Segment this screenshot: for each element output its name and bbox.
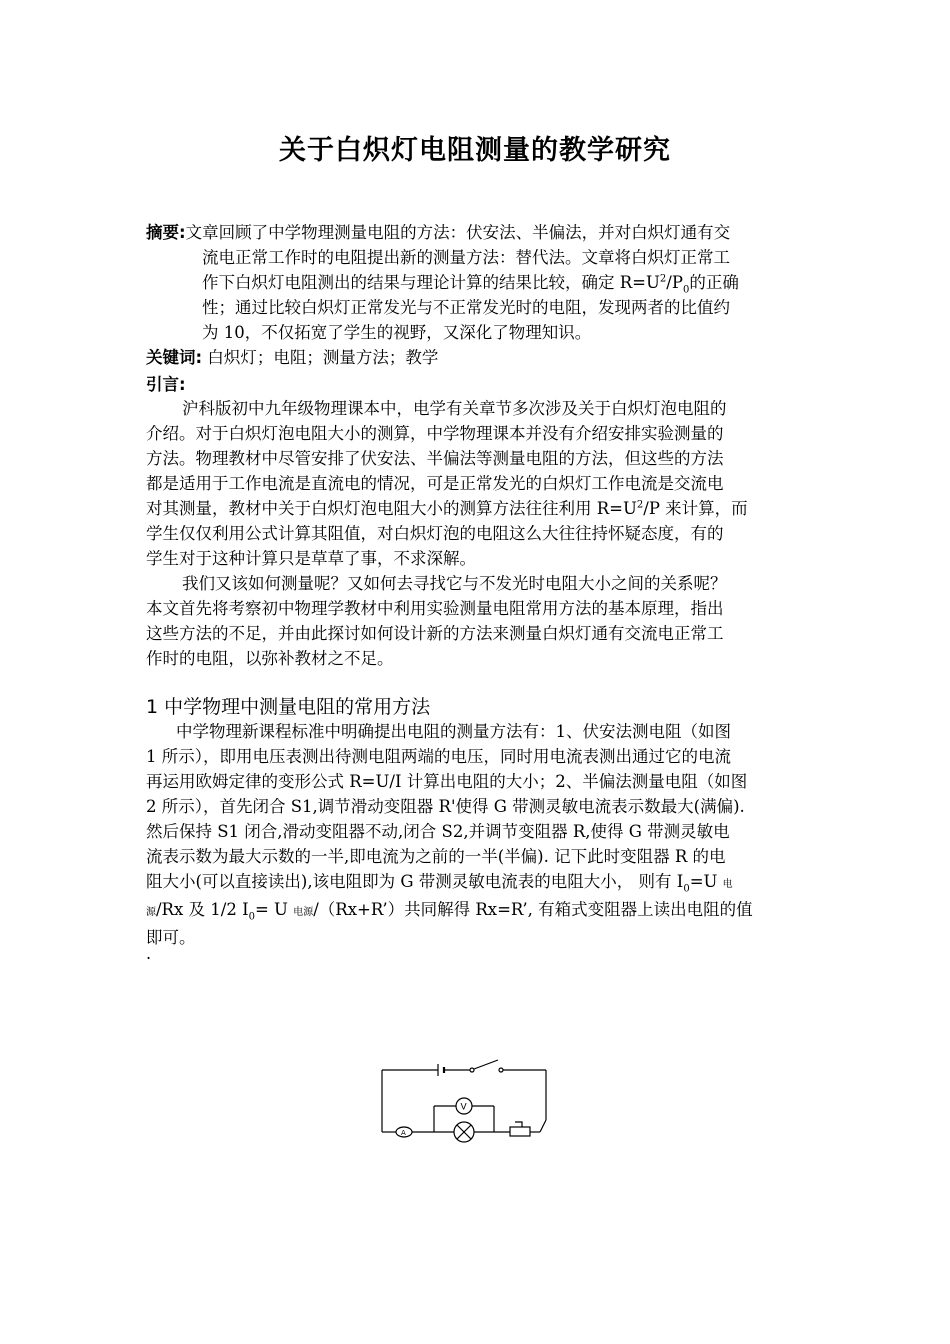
keywords-label: 关键词: [146, 348, 203, 367]
abstract-line-3: 作下白炽灯电阻测出的结果与理论计算的结果比较，确定 R=U [202, 273, 660, 292]
intro-paragraph-1: 沪科版初中九年级物理课本中，电学有关章节多次涉及关于白炽灯泡电阻的 介绍。对于白炽灯泡电阻大小的测算，中学物理课本并没有介绍安排实验测量的 方法。物理教材中尽管安排了伏安法、半偏法等测量电阻的方法，但这些的方法 都是适用于工作电流是直流电的情况，可是正常发光的白炽灯工作电流是交流电 对其测量，教材中关于白炽灯泡电阻大小的测算方法往往利用 $R=U^2/P$ 来计算，而 学生仅仅利用公式计算其阻值，对白炽灯泡的电阻这么大往往持怀疑态度，有的 学生对于这种计算只是草草了事，不求深解。 [146, 399, 748, 568]
voltmeter-label: V [460, 1102, 467, 1113]
circuit-diagram [370, 1048, 560, 1148]
wire-corner [540, 1120, 546, 1132]
abstract: 摘要:文章回顾了中学物理测量电阻的方法：伏安法、半偏法，并对白炽灯通有交 流电正常工作时的电阻提出新的测量方法：替代法。文章将白炽灯正常工 作下白炽灯电阻测出的结果与理论计算的结果比较，确定 $R=U^2/P_0$的正确 性；通过比较白炽灯正常发光与不正常发光时的电阻，发现两者的比值约 为 10，不仅拓宽了学生的视野，又深化了物理知识。 [146, 220, 812, 345]
switch-contact-left [470, 1068, 474, 1072]
stray-dot: . [146, 944, 152, 963]
switch-contact-right [499, 1068, 503, 1072]
rheostat-icon [510, 1127, 530, 1136]
switch-lever [474, 1060, 498, 1069]
intro-label: 引言: [146, 375, 186, 394]
abstract-label: 摘要: [146, 223, 186, 242]
abstract-line-5: 为 10，不仅拓宽了学生的视野，又深化了物理知识。 [202, 323, 592, 342]
intro-paragraph-2: 我们又该如何测量呢？又如何去寻找它与不发光时电阻大小之间的关系呢？ 本文首先将考察初中物理学教材中利用实验测量电阻常用方法的基本原理，指出 这些方法的不足，并由此探讨如何设计新的方法来测量白炽灯通有交流电正常工 作时的电阻，以弥补教材之不足。 [146, 574, 727, 668]
keywords-text: 白炽灯；电阻；测量方法；教学 [207, 348, 439, 367]
keywords [146, 344, 438, 368]
abstract-line-1: 文章回顾了中学物理测量电阻的方法：伏安法、半偏法，并对白炽灯通有交 [185, 223, 731, 242]
section-1-heading: 1 中学物理中测量电阻的常用方法 [146, 696, 431, 718]
abstract-line-2: 流电正常工作时的电阻提出新的测量方法：替代法。文章将白炽灯正常工 [202, 248, 730, 267]
section-1-body: 中学物理新课程标准中明确提出电阻的测量方法有：1、伏安法测电阻（如图 1 所示），即用电压表测出待测电阻两端的电压，同时用电流表测出通过它的电流 再运用欧姆定律的变形公式 R=U/I 计算出电阻的大小；2、半偏法测量电阻（如图 2 所示），首先闭合 S1,调节滑动变阻器 R'使得 G 带测灵敏电流表示数最大(满偏). 然后保持 S1 闭合,滑动变阻器不动,闭合 S2,并调节变阻器 R,使得 G 带测灵敏电 流表示数为最大示数的一半,即电流为之前的一半(半偏). 记下此时变阻器 R 的电 阻大小(可以直接读出),该电阻即为 G 带测灵敏电流表的电阻大小， 则有 $I_0=U$ 电 源/Rx 及 1/2 $I_0= U$ 电源/（Rx+R’）共同解得 Rx=R’, 有箱式变阻器上读出电阻的值 即可。 [146, 722, 753, 947]
paper-title: 关于白炽灯电阻测量的教学研究 [279, 135, 671, 166]
rheostat-slider [515, 1122, 522, 1127]
ammeter-label: A [401, 1129, 406, 1137]
abstract-line-4: 性；通过比较白炽灯正常发光与不正常发光时的电阻，发现两者的比值约 [202, 298, 730, 317]
